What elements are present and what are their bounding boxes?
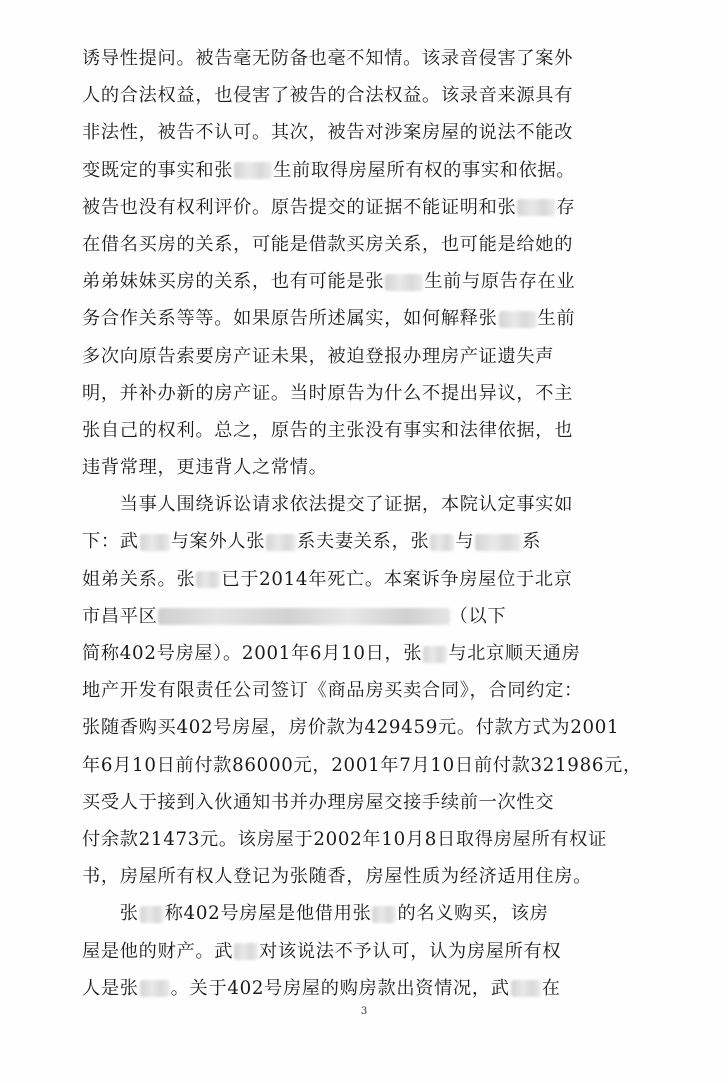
text-line <box>82 561 652 598</box>
text-segment: 付余款21473元。该房屋于2002年10月8日取得房屋所有权证 <box>82 828 608 850</box>
redaction-blur <box>234 943 258 960</box>
text-line <box>82 933 652 970</box>
text-segment: 与北京顺天通房 <box>448 643 581 664</box>
text-segment: 张随香购买402号房屋，房价款为429459元。付款方式为2001 <box>82 717 620 739</box>
text-line <box>82 263 652 300</box>
text-segment: 与案外人张 <box>170 531 266 553</box>
document-body <box>82 40 652 1007</box>
page-number: 3 <box>360 1006 368 1017</box>
text-segment: 多次向原告索要房产证未果，被迫登报办理房产证遗失声 <box>82 345 555 367</box>
text-segment: 务合作关系等等。如果原告所述属实，如何解释张 <box>82 308 498 330</box>
text-segment: 的名义购买，该房 <box>397 903 549 925</box>
text-segment: 人是张 <box>82 977 139 999</box>
text-segment: 已于2014年死亡。本案诉争房屋位于北京 <box>221 568 573 590</box>
text-line <box>82 152 652 189</box>
text-segment: 买受人于接到入伙通知书并办理房屋交接手续前一次性交 <box>82 791 555 813</box>
text-segment: 下：武 <box>82 531 139 553</box>
text-line <box>82 300 652 337</box>
redaction-blur <box>430 534 454 551</box>
text-line <box>82 747 652 784</box>
text-segment: 系 <box>522 531 542 553</box>
text-segment: 违背常理，更违背人之常情。 <box>82 457 328 479</box>
text-line <box>82 338 652 375</box>
text-line <box>82 672 652 709</box>
text-segment: 非法性，被告不认可。其次，被告对涉案房屋的说法不能改 <box>82 122 574 144</box>
text-segment: 年6月10日前付款86000元，2001年7月10日前付款321986元， <box>82 754 642 776</box>
text-line <box>82 895 652 932</box>
text-line <box>82 821 652 858</box>
text-line <box>82 709 652 746</box>
text-segment: 张 <box>82 903 139 925</box>
redaction-blur <box>423 646 447 663</box>
redaction-blur <box>140 534 170 551</box>
text-segment: 地产开发有限责任公司签订《商品房买卖合同》，合同约定： <box>82 680 583 702</box>
redaction-blur <box>475 534 521 551</box>
text-segment: 与 <box>455 531 475 553</box>
text-segment: 人的合法权益，也侵害了被告的合法权益。该录音来源具有 <box>82 85 574 107</box>
redaction-blur <box>234 162 272 179</box>
text-line <box>82 970 652 1007</box>
text-line <box>82 784 652 821</box>
redaction-blur <box>140 906 164 923</box>
text-line <box>82 226 652 263</box>
text-line <box>82 77 652 114</box>
text-segment: 系夫妻关系，张 <box>297 531 430 553</box>
text-segment: 当事人围绕诉讼请求依法提交了证据，本院认定事实如 <box>82 494 574 516</box>
redaction-blur <box>196 571 220 588</box>
text-line <box>82 114 652 151</box>
text-line <box>82 523 652 560</box>
redaction-blur <box>517 199 555 216</box>
text-line <box>82 412 652 449</box>
text-line <box>82 486 652 523</box>
redaction-blur <box>511 980 541 997</box>
text-segment: 存 <box>556 196 576 218</box>
text-segment: 弟弟妹妹买房的关系，也有可能是张 <box>82 271 385 293</box>
text-segment: 简称402号房屋）。2001年6月10日，张 <box>82 643 423 664</box>
text-segment: 张自己的权利。总之，原告的主张没有事实和法律依据，也 <box>82 419 574 441</box>
text-line <box>82 635 652 672</box>
redaction-blur <box>372 906 396 923</box>
text-line <box>82 189 652 226</box>
redaction-blur <box>266 534 296 551</box>
text-segment: 书，房屋所有权人登记为张随香，房屋性质为经济适用住房。 <box>82 866 592 888</box>
redaction-blur <box>499 311 537 328</box>
text-line <box>82 449 652 486</box>
text-segment: 诱导性提问。被告毫无防备也毫不知情。该录音侵害了案外 <box>82 48 574 69</box>
text-segment: 生前取得房屋所有权的事实和依据。 <box>273 159 576 181</box>
text-segment: 变既定的事实和张 <box>82 159 234 181</box>
text-segment: 生前 <box>537 308 576 330</box>
text-line <box>82 375 652 412</box>
text-segment: 对该说法不予认可，认为房屋所有权 <box>259 940 562 962</box>
text-segment: 生前与原告存在业 <box>424 271 576 293</box>
text-segment: 称402号房屋是他借用张 <box>164 903 372 925</box>
redaction-blur <box>140 980 170 997</box>
text-line <box>82 598 652 635</box>
text-segment: 屋是他的财产。武 <box>82 940 234 962</box>
text-segment: 。关于402号房屋的购房款出资情况，武 <box>170 977 510 999</box>
text-line <box>82 40 652 77</box>
text-segment: 市昌平区 <box>82 605 158 627</box>
text-segment: 姐弟关系。张 <box>82 568 196 590</box>
text-segment: 在 <box>541 977 561 999</box>
text-segment: 明，并补办新的房产证。当时原告为什么不提出异议，不主 <box>82 382 574 404</box>
text-line <box>82 858 652 895</box>
redaction-blur <box>158 608 450 625</box>
text-segment: （以下 <box>449 605 507 627</box>
text-segment: 在借名买房的关系，可能是借款买房关系，也可能是给她的 <box>82 233 574 255</box>
redaction-blur <box>385 274 423 291</box>
text-segment: 被告也没有权利评价。原告提交的证据不能证明和张 <box>82 196 517 218</box>
